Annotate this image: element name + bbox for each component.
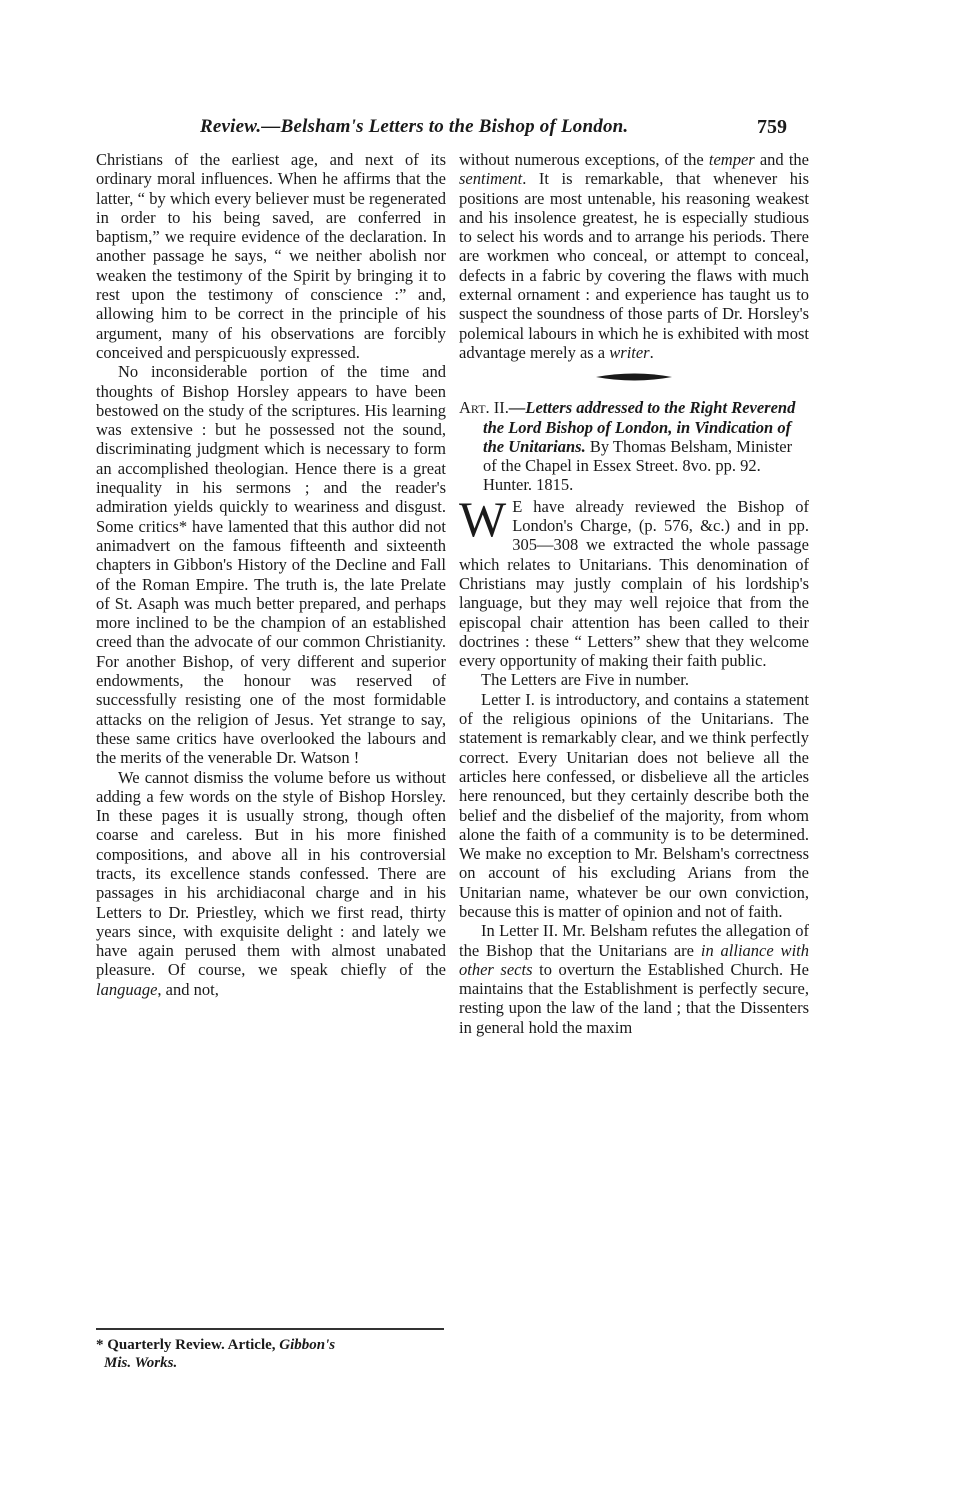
paragraph xyxy=(459,490,809,671)
paragraph: Letter I. is introductory, and contains a statement of the religious opinions of the Unitarians. The statement is remarkably clear, and we think perfectly correct. Every Unitarian does not believe all the articles here confessed, or disbelieve all the articles here renounced, but they certainly describe both the belief and the disbelief of the majority, from whom alone the faith of a community is to be determined. We make no exception to Mr. Belsham's correctness on account of his excluding Arians from the Unitarian name, whatever be our own conviction, because this is matter of opinion and not of faith. xyxy=(459,689,809,921)
article-label: Art. II. xyxy=(459,398,509,418)
article-title: —Letters addressed to the Right Reverend the Lord Bishop of London, in Vindication of the Unitarians. xyxy=(483,398,796,456)
text-run: and the xyxy=(754,150,809,169)
text-run: . It is remarkable, that whenever his positions are most untenable, his reasoning weakest and his insolence greatest, he is especially studious to select his words and to arrange his periods. There are workmen who conceal, or attempt to conceal, defects in a fabric by covering the flaws with much external ornament : and experience has taught us to suspect the soundness of those parts of Dr. Horsley's polemical labours in which he is exhibited with most advantage merely as a xyxy=(459,169,809,362)
text-run: In Letter II. Mr. Belsham refutes the allegation of the Bishop that the Unitarians are xyxy=(459,921,809,960)
left-column xyxy=(96,150,446,999)
text-run: without numerous exceptions, of the xyxy=(459,150,709,169)
footnote-line xyxy=(96,1354,444,1372)
running-title: Review.—Belsham's Letters to the Bishop of London. xyxy=(200,116,629,137)
italic-text: sentiment xyxy=(459,169,523,189)
italic-text: Gibbon's xyxy=(279,1337,336,1353)
article-byline: By Thomas Belsham, Minister of the Chapel in Essex Street. 8vo. pp. 92. Hunter. 1815. xyxy=(483,436,793,495)
italic-text: temper xyxy=(708,150,755,169)
footnote-line xyxy=(96,1336,444,1354)
footnote-rule xyxy=(96,1328,444,1330)
section-divider-ornament xyxy=(594,370,674,384)
text-run: . xyxy=(649,342,654,362)
text-run: * Quarterly Review. Article, xyxy=(96,1337,280,1353)
paragraph xyxy=(96,768,446,1000)
italic-text: in alliance with other sects xyxy=(459,940,809,979)
page-number: 759 xyxy=(757,116,787,138)
paragraph xyxy=(459,150,809,362)
text-run: to overturn the Established Church. He maintains that the Establishment is perfectly secure, resting upon the law of the land ; that the Dissenters in general hold the maxim xyxy=(459,959,810,1037)
article-heading xyxy=(459,398,809,494)
text-run: , and not, xyxy=(157,979,219,999)
italic-text: writer xyxy=(609,342,650,362)
text-run: We cannot dismiss the volume before us without adding a few words on the style of Bishop Horsley. In these pages it is usually strong, though often coarse and careless. But in his more finished compositions, and above all in his controversial tracts, its excellence stands confessed. There are passages in his archidiaconal charge and in his Letters to Dr. Priestley, which we first read, thirty years since, with exquisite delight : and lately we have again perused them with almost unabated pleasure. Of course, we speak chiefly of the xyxy=(96,767,446,980)
italic-text: language xyxy=(96,979,158,999)
text-run: E have already reviewed the Bishop of London's Charge, (p. 576, &c.) and in pp. 305—308 we extracted the whole passage which relates to Unitarians. This denomination of Christians may justly complain of his lordship's language, but they may well rejoice that from the episcopal chair attention has been called to their doctrines : these “ Letters” shew that they welcome every opportunity of making their faith public. xyxy=(459,496,809,671)
paragraph xyxy=(459,921,809,1037)
footnote xyxy=(96,1336,444,1372)
running-head xyxy=(0,116,968,144)
paragraph: The Letters are Five in number. xyxy=(481,670,690,690)
right-column xyxy=(459,150,809,1037)
drop-cap: W xyxy=(459,490,507,547)
paragraph: Christians of the earliest age, and next of its ordinary moral influences. When he affirms that the latter, “ by which every believer must be regenerated in order to his being saved, are conferred in baptism,” we require evidence of the declaration. In another passage he says, “ we neither abolish nor weaken the testimony of the Spirit by bringing it to rest upon the testimony of conscience :” and, allowing him to be correct in the principle of his argument, many of his observations are forcibly conceived and perspicuously expressed. xyxy=(96,150,446,362)
italic-text: Mis. Works. xyxy=(104,1355,178,1371)
paragraph: No inconsiderable portion of the time and thoughts of Bishop Horsley appears to have been bestowed on the study of the scriptures. His learning was extensive : but he possessed not the sound, discriminating judgment which is necessary to form an accomplished theologian. Hence there is a great inequality in his sermons ; and the reader's admiration yields quickly to weariness and disgust. Some critics* have lamented that this author did not animadvert on the famous fifteenth and sixteenth chapters in Gibbon's History of the Decline and Fall of the Roman Empire. The truth is, the late Prelate of St. Asaph was much better prepared, and perhaps more inclined to be the champion of an established creed than the advocate of our common Christianity. For another Bishop, of very different and superior endowments, the honour was reserved of successfully resisting one of the most formidable attacks on the religion of Jesus. Yet strange to say, these same critics have overlooked the labours and the merits of the venerable Dr. Watson ! xyxy=(96,362,446,768)
